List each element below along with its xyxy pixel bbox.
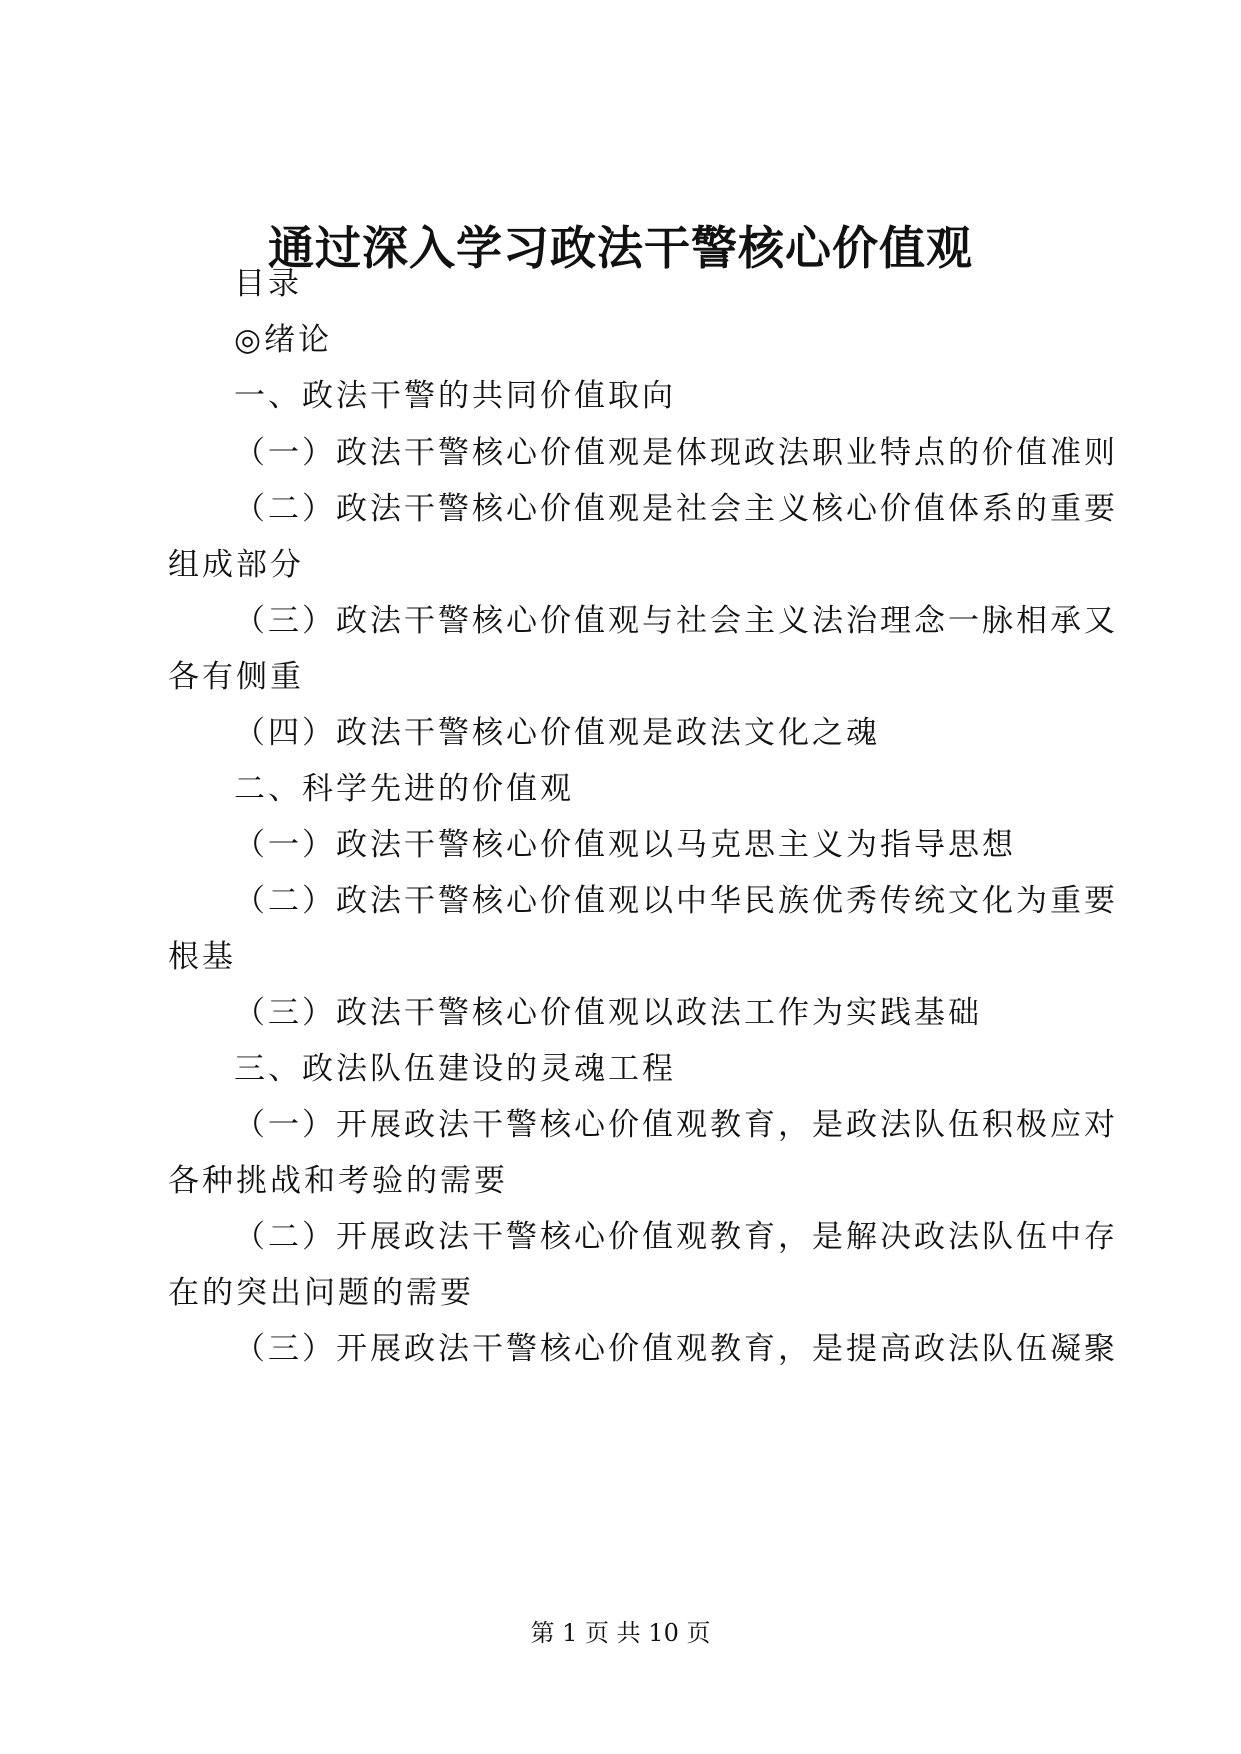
toc-line-3-1: （一）开展政法干警核心价值观教育，是政法队伍积极应对 [234,1107,1118,1143]
toc-line-section-3: 三、政法队伍建设的灵魂工程 [234,1051,676,1087]
toc-line-1-3-continued: 各有侧重 [168,659,304,695]
toc-line-2-3: （三）政法干警核心价值观以政法工作为实践基础 [234,995,982,1031]
toc-line-3-1-continued: 各种挑战和考验的需要 [168,1163,508,1199]
toc-line-3-2: （二）开展政法干警核心价值观教育，是解决政法队伍中存 [234,1219,1118,1255]
toc-line-section-2: 二、科学先进的价值观 [234,771,574,807]
page-number-footer: 第 1 页 共 10 页 [530,1619,711,1647]
toc-line-introduction: ◎绪论 [234,322,333,358]
toc-line-1-3: （三）政法干警核心价值观与社会主义法治理念一脉相承又 [234,603,1118,639]
toc-line-2-1: （一）政法干警核心价值观以马克思主义为指导思想 [234,827,1016,863]
toc-heading: 目录 [234,266,302,302]
toc-line-1-1: （一）政法干警核心价值观是体现政法职业特点的价值准则 [234,435,1118,471]
toc-line-3-3: （三）开展政法干警核心价值观教育，是提高政法队伍凝聚 [234,1331,1118,1367]
toc-line-1-4: （四）政法干警核心价值观是政法文化之魂 [234,715,880,751]
document-title: 通过深入学习政法干警核心价值观 [268,221,973,275]
toc-line-1-2-continued: 组成部分 [168,547,304,583]
toc-line-3-2-continued: 在的突出问题的需要 [168,1275,474,1311]
toc-line-section-1: 一、政法干警的共同价值取向 [234,378,676,414]
toc-line-2-2: （二）政法干警核心价值观以中华民族优秀传统文化为重要 [234,883,1118,919]
toc-line-2-2-continued: 根基 [168,939,236,975]
toc-line-1-2: （二）政法干警核心价值观是社会主义核心价值体系的重要 [234,491,1118,527]
